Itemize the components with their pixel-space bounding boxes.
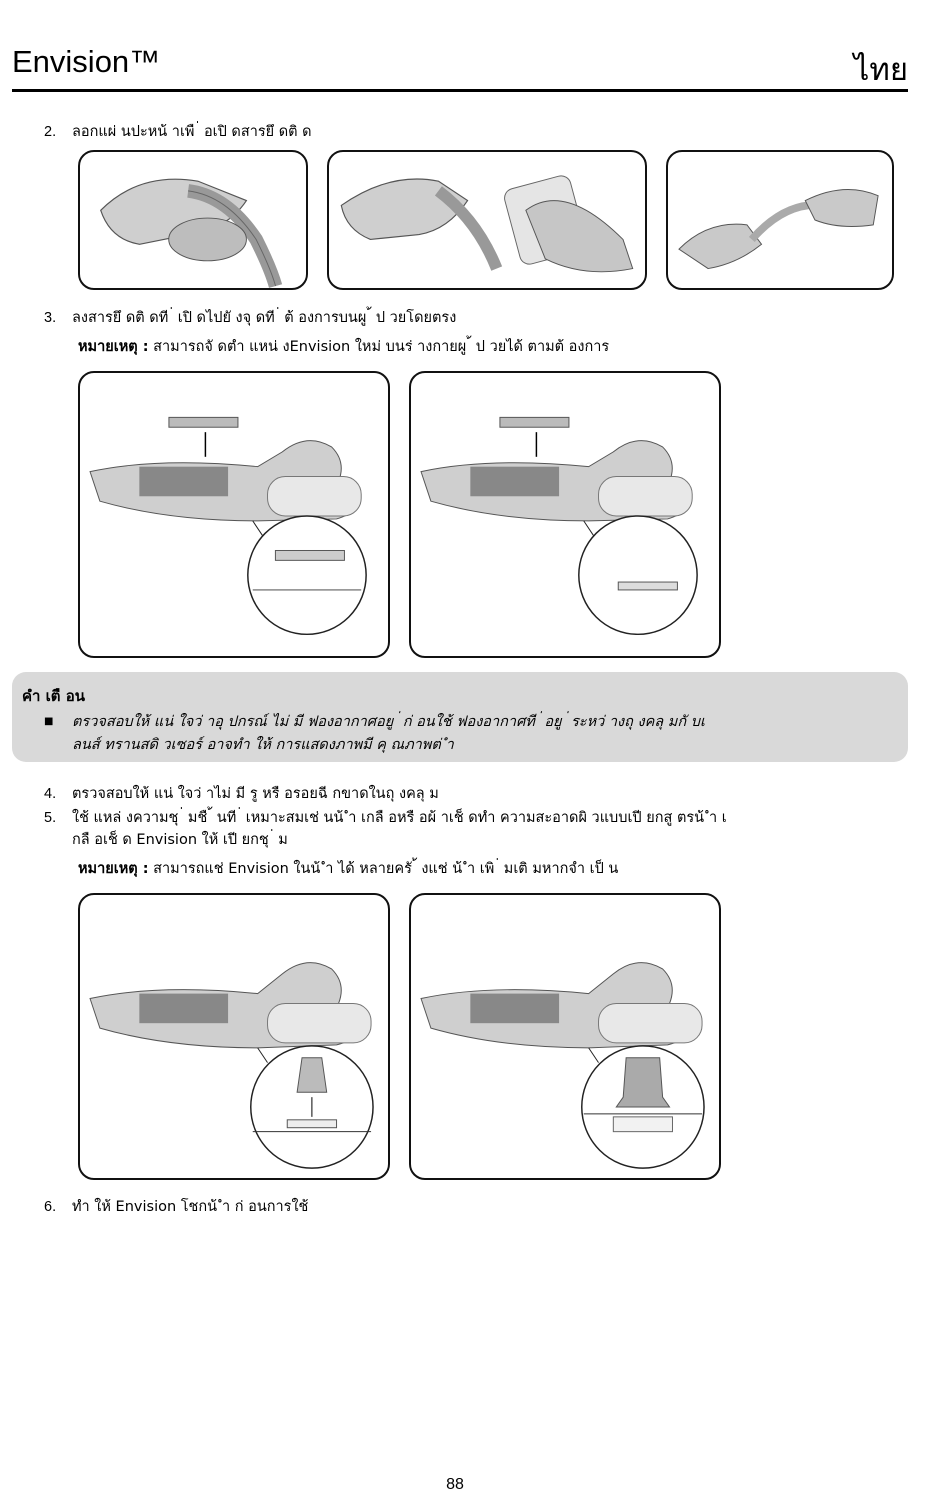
header-brand: Envision™ (12, 44, 161, 79)
step-number: 6. (44, 1199, 57, 1215)
header-rule (12, 89, 908, 92)
step-number: 5. (44, 810, 57, 826)
illustration-moisten-1 (78, 893, 390, 1180)
step-3 (44, 306, 456, 329)
note-text: สามารถจั ดตำ แหน่ งEnvision ใหม่ บนร่ างกายผู ้ ป วยได้ ตามต้ องการ (153, 339, 610, 355)
illustration-peel-2 (327, 150, 647, 290)
note-label: หมายเหตุ : (78, 339, 149, 355)
illustration-peel-1 (78, 150, 308, 290)
step-5 (44, 806, 727, 829)
illustration-peel-3 (666, 150, 894, 290)
step-5-continued: กลื อเช็ ด Envision ให้ เปี ยกชุ ่ ม (72, 832, 288, 848)
warning-bullet: ■ (44, 716, 54, 727)
step-number: 4. (44, 786, 57, 802)
page-number: 88 (446, 1476, 464, 1493)
step-text: ตรวจสอบให้ แน่ ใจว่ าไม่ มี รู หรื อรอยฉี กขาดในถุ งคลุ ม (72, 786, 439, 802)
note-soak (78, 857, 618, 880)
header-language: ไทย (853, 52, 908, 87)
illustration-moisten-2 (409, 893, 721, 1180)
warning-title: คำ เตื อน (22, 687, 86, 705)
step-text: ลอกแผ่ นปะหน้ าเพื ่ อเปิ ดสารยึ ดติ ด (72, 124, 312, 140)
illustration-apply-1 (78, 371, 390, 658)
step-text: ทำ ให้ Envision โชกน้ ำ ก่ อนการใช้ (72, 1199, 309, 1215)
note-text: สามารถแช่ Envision ในน้ ำ ได้ หลายครั ้ งแช่ น้ ำ เพิ ่ มเติ มหากจำ เป็ น (153, 861, 619, 877)
note-reposition (78, 335, 609, 358)
warning-line-2: ลนส์ ทรานสดิ วเซอร์ อาจทำ ให้ การแสดงภาพมี คุ ณภาพต่ ำ (72, 737, 454, 753)
step-4 (44, 782, 439, 805)
note-label: หมายเหตุ : (78, 861, 149, 877)
step-text: ใช้ แหล่ งความชุ ่ มชื ้ นที ่ เหมาะสมเช่ นน้ ำ เกลื อหรื อผ้ าเช็ ดทำ ความสะอาดผิ วแบบเปี ยกสู ตรน้ ำ เ (72, 810, 727, 826)
step-text: ลงสารยึ ดติ ดที ่ เปิ ดไปยั งจุ ดที ่ ต้ องการบนผู ้ ป วยโดยตรง (72, 310, 457, 326)
step-number: 3. (44, 310, 57, 326)
step-2 (44, 120, 312, 143)
step-6 (44, 1195, 308, 1218)
warning-line-1: ตรวจสอบให้ แน่ ใจว่ าอุ ปกรณ์ ไม่ มี ฟองอากาศอยู ่ ก่ อนใช้ ฟองอากาศที ่ อยู ่ ระหว่ างถุ งคลุ มกั บเ (72, 714, 705, 730)
step-number: 2. (44, 124, 57, 140)
illustration-apply-2 (409, 371, 721, 658)
